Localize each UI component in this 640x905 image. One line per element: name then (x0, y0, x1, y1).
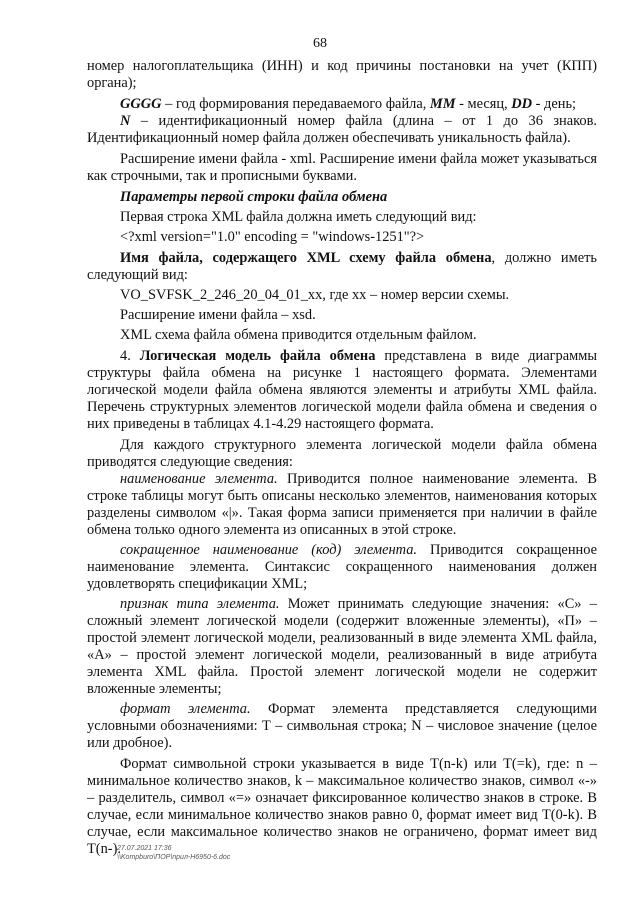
paragraph: формат элемента. Формат элемента представляется следующими условными обозначениями: Т – символьная строка; N – числовое значение (целое или дробное). (87, 701, 597, 751)
document-body (87, 58, 597, 858)
paragraph: 4. Логическая модель файла обмена представлена в виде диаграммы структуры файла обмена на рисунке 1 настоящего формата. Элементами логической модели файла обмена являются элементы и атрибуты XML файла. Перечень структурных элементов логической модели файла обмена и сведения о них приведены в таблицах 4.1-4.29 настоящего формата. (87, 348, 597, 432)
paragraph: номер налогоплательщика (ИНН) и код причины постановки на учет (КПП) органа); (87, 58, 597, 91)
section-heading: Параметры первой строки файла обмена (120, 189, 388, 205)
paragraph: Для каждого структурного элемента логической модели файла обмена приводятся следующие сведения: (87, 437, 597, 470)
paragraph: N – идентификационный номер файла (длина – от 1 до 36 знаков. Идентификационный номер файла должен обеспечивать уникальность файла). (87, 113, 597, 146)
paragraph: VO_SVFSK_2_246_20_04_01_xx, где хх – номер версии схемы. (120, 287, 510, 303)
paragraph: Формат символьной строки указывается в виде Т(n-k) или Т(=k), где: n – минимальное количество знаков, k – максимальное количество знаков, символ «-» – разделитель, символ «=» означает фиксированное количество знаков в строке. В случае, если минимальное количество знаков равно 0, формат имеет вид Т(0-k). В случае, если максимальное количество знаков не ограничено, формат имеет вид Т(n-). (87, 756, 597, 857)
footer-file-path: \\Kompburo\ПОР\nрил-Н6950-6.doc (117, 854, 231, 861)
paragraph: Первая строка XML файла должна иметь следующий вид: (120, 209, 477, 225)
paragraph: Имя файла, содержащего XML схему файла обмена, должно иметь следующий вид: (87, 250, 597, 283)
paragraph: XML схема файла обмена приводится отдельным файлом. (120, 327, 477, 343)
paragraph: наименование элемента. Приводится полное наименование элемента. В строке таблицы могут быть описаны несколько элементов, наименования которых разделены символом «|». Такая форма записи применяется при наличии в файле обмена только одного элемента из описанных в этой строке. (87, 471, 597, 538)
document-footer (117, 844, 230, 862)
page-number: 68 (313, 36, 327, 51)
paragraph: Расширение имени файла - xml. Расширение имени файла может указываться как строчными, так и прописными буквами. (87, 151, 597, 184)
paragraph: сокращенное наименование (код) элемента. Приводится сокращенное наименование элемента. Синтаксис сокращенного наименования должен удовлетворять спецификации XML; (87, 542, 597, 592)
code-line: <?xml version="1.0" encoding = "windows-1251"?> (120, 229, 425, 245)
paragraph: GGGG – год формирования передаваемого файла, MM - месяц, DD - день; (120, 96, 577, 112)
paragraph: Расширение имени файла – xsd. (120, 307, 316, 323)
paragraph: признак типа элемента. Может принимать следующие значения: «С» – сложный элемент логической модели (содержит вложенные элементы), «П» – простой элемент логической модели, реализованный в виде элемента XML файла, «А» – простой элемент логической модели, реализованный в виде атрибута элемента XML файла. Простой элемент логической модели не содержит вложенные элементы; (87, 596, 597, 697)
footer-timestamp: 27.07.2021 17:36 (117, 845, 172, 852)
